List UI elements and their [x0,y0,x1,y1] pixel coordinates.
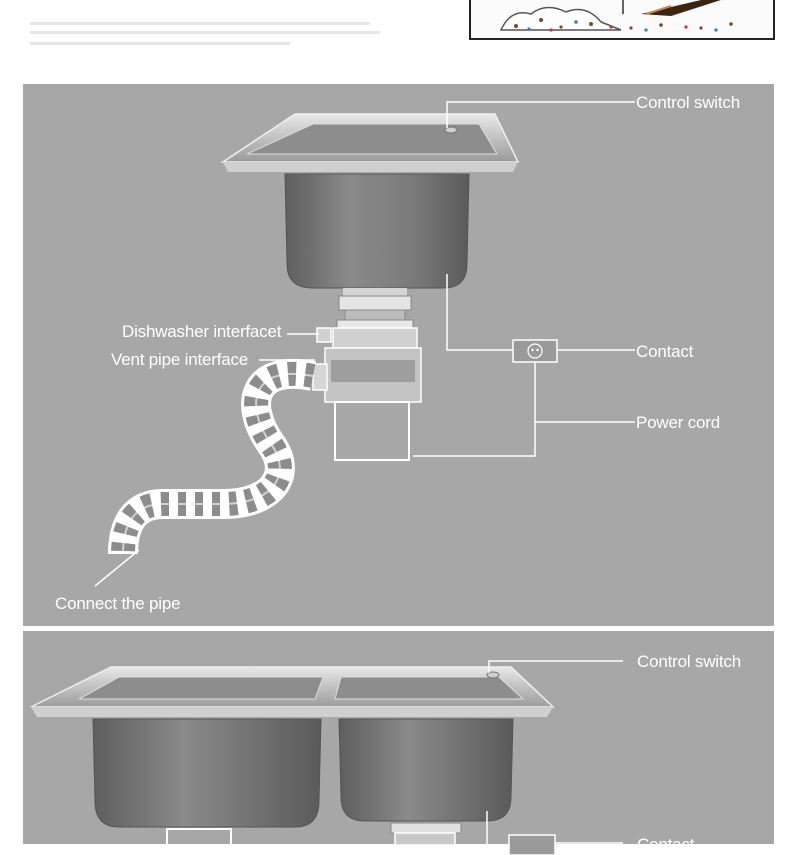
contact-socket-icon [513,340,557,362]
debris-photo [469,0,775,40]
label-vent-pipe-interface: Vent pipe interface [111,350,249,369]
double-sink-rim [31,667,553,717]
drain-mount [337,288,413,328]
label-control-switch: Control switch [636,93,740,112]
left-drain [167,829,231,845]
drain-hose [123,374,313,554]
sink-rim [223,114,518,172]
right-disposer-top [395,833,455,845]
diagram-double-sink [23,631,774,854]
contact-socket-icon-2 [509,835,555,855]
diagram-single-sink [23,84,774,626]
faint-text-line [30,42,290,45]
connect-pipe-leader [95,550,139,586]
right-bowl [339,719,513,821]
left-bowl [93,719,321,827]
power-cord-wire [413,362,535,456]
debris-photo-icon [471,0,773,38]
sink-bowl [285,174,469,288]
vent-outlet [313,364,327,390]
disposer-body [325,328,421,460]
label-control-switch-2: Control switch [637,652,741,671]
dishwasher-inlet [317,328,331,342]
label-power-cord: Power cord [636,413,720,432]
label-dishwasher-interface: Dishwasher interfacet [122,322,282,341]
faint-text-line [30,31,380,34]
top-strip [0,0,800,80]
label-contact: Contact [636,342,694,361]
right-drain-mount [391,823,461,833]
label-contact-partial: Contact [637,835,695,854]
label-connect-pipe: Connect the pipe [55,594,181,613]
faint-text-line [30,22,370,25]
